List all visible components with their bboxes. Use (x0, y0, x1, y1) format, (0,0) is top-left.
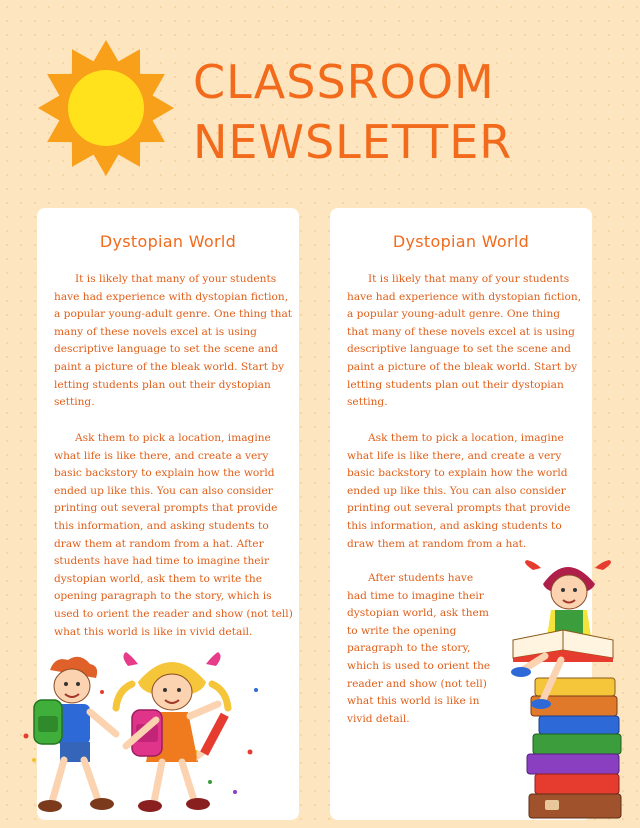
article-heading: Dystopian World (392, 232, 530, 251)
article-paragraph-1: It is likely that many of your students have had experience with dystopian fiction, a popular young-adult genre. One thing that many of these novels excel at is using descriptive language to set the scene and paint a picture of the bleak world. Start by letting students plan out their dystopian setting. (54, 273, 293, 409)
girl-with-pink-backpack (116, 652, 229, 812)
newsletter-title (193, 52, 512, 172)
article-paragraph-2: Ask them to pick a location, imagine what life is like there, and create a very basic backstory to explain how the world ended up like this. You can also consider printing out several prompts that provide this information, and asking students to draw them at random from a hat. After students have had time to imagine their dystopian world, ask them to write the opening paragraph to the story, which is used to orient the reader and show (not tell) what this world is like in vivid detail. (54, 432, 293, 638)
kids-walking-illustration (20, 652, 270, 824)
article-heading: Dystopian World (99, 232, 237, 251)
title-line-2: NEWSLETTER (193, 115, 513, 169)
sun-icon (36, 38, 176, 178)
pencil-icon (193, 713, 229, 763)
boy-with-green-backpack (34, 657, 116, 812)
girl-reading-on-books-illustration (505, 560, 640, 822)
article-paragraph-3: After students have had time to imagine their dystopian world, ask them to write the opening paragraph to the story, which is used to orient the reader and show (not tell) what this world is like in vivid detail. (347, 572, 491, 725)
title-line-1: CLASSROOM (193, 55, 495, 109)
article-paragraph-2: Ask them to pick a location, imagine what life is like there, and create a very basic backstory to explain how the world ended up like this. You can also consider printing out several prompts that provide this information, and asking students to draw them at random from a hat. (347, 432, 571, 550)
article-paragraph-1: It is likely that many of your students have had experience with dystopian fiction, a popular young-adult genre. One thing that many of these novels excel at is using descriptive language to set the scene and paint a picture of the bleak world. Start by letting students plan out their dystopian setting. (347, 273, 582, 409)
